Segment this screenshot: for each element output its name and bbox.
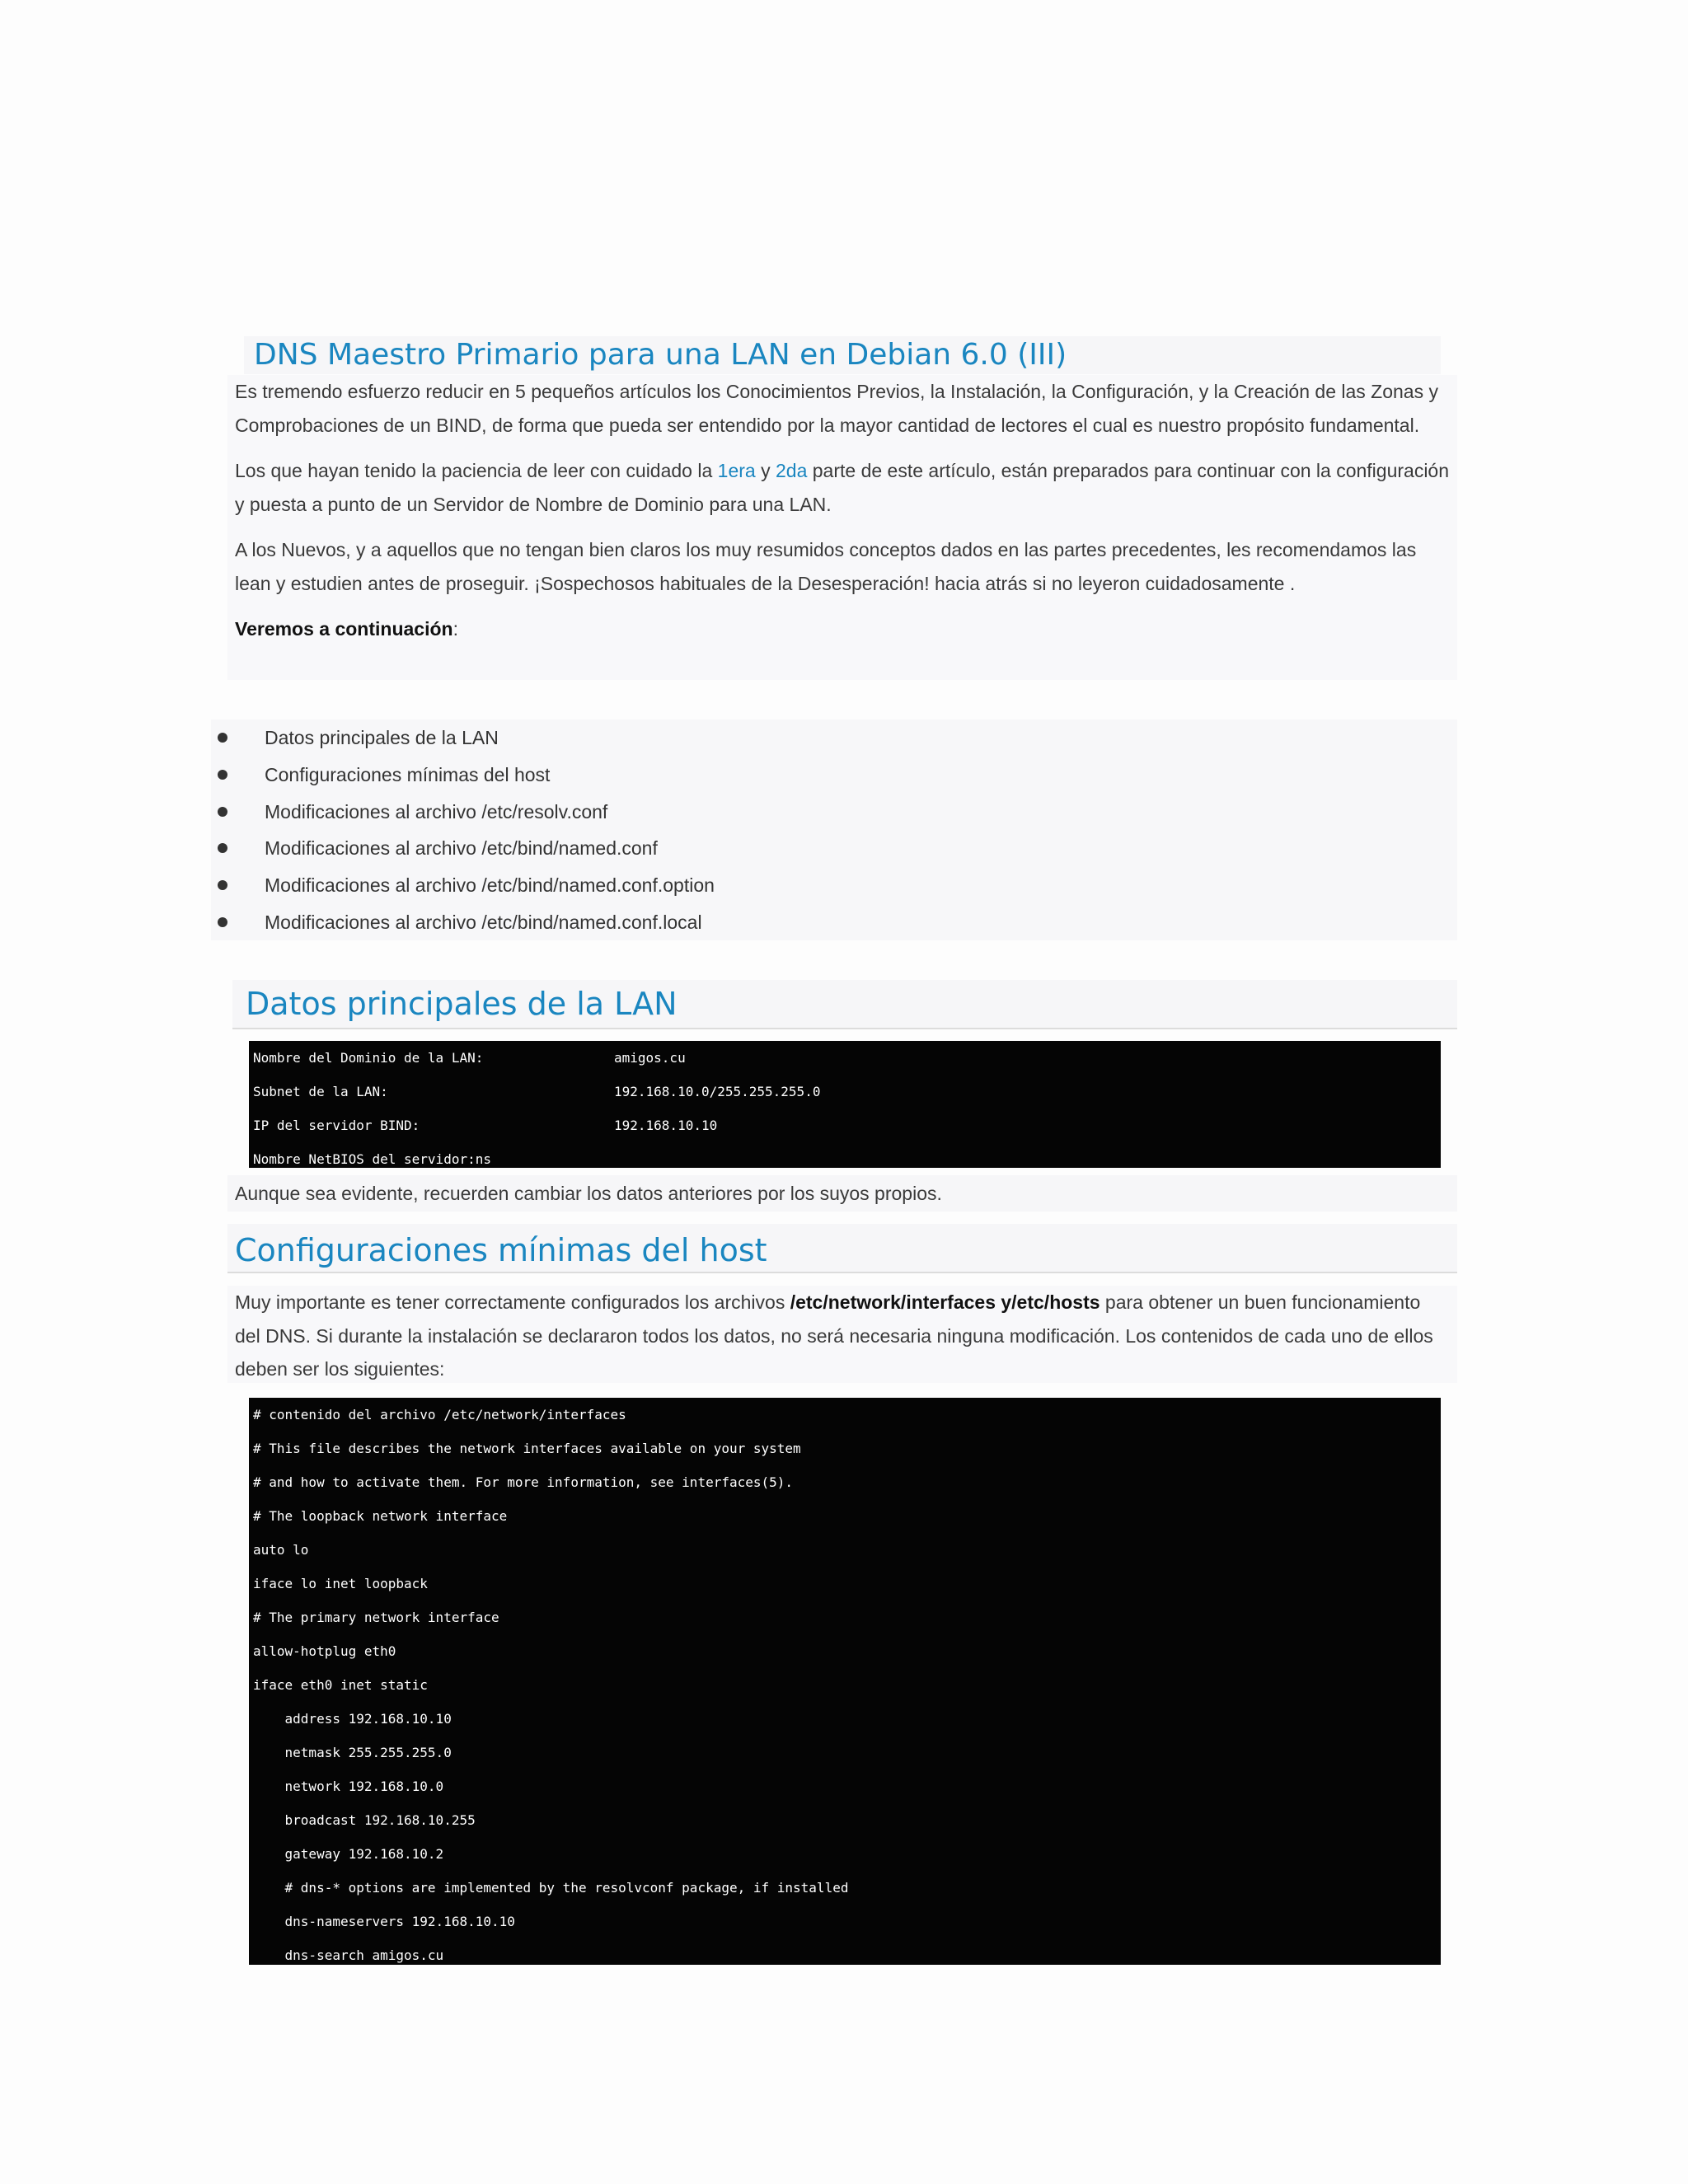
code-line: auto lo: [253, 1542, 309, 1558]
code-line: netmask 255.255.255.0: [253, 1745, 452, 1760]
bullet-icon: [218, 770, 227, 780]
code-line: # This file describes the network interfaces available on your system: [253, 1441, 801, 1456]
list-item: Modificaciones al archivo /etc/bind/named.conf.local: [211, 904, 1457, 941]
lan-note: Aunque sea evidente, recuerden cambiar los datos anteriores por los suyos propios.: [227, 1175, 1457, 1212]
code-line: iface eth0 inet static: [253, 1677, 428, 1693]
interfaces-code-block: [249, 1398, 1441, 1965]
link-part-1[interactable]: 1era: [717, 460, 756, 481]
list-item: Modificaciones al archivo /etc/resolv.conf: [211, 794, 1457, 831]
intro-paragraph-1: Es tremendo esfuerzo reducir en 5 pequeños artículos los Conocimientos Previos, la Instalación, la Configuración, y la Creación de las Zonas y Comprobaciones de un BIND, de forma que pueda ser entendido por la mayor cantidad de lectores el cual es nuestro propósito fundamental.: [235, 381, 1438, 436]
link-part-2[interactable]: 2da: [775, 460, 808, 481]
article-title: DNS Maestro Primario para una LAN en Debian 6.0 (III): [254, 338, 1067, 372]
code-line: broadcast 192.168.10.255: [253, 1812, 476, 1828]
bullet-icon: [218, 733, 227, 743]
code-line: gateway 192.168.10.2: [253, 1846, 444, 1862]
list-item: Modificaciones al archivo /etc/bind/named.conf.option: [211, 867, 1457, 904]
host-section-heading: Configuraciones mínimas del host: [235, 1232, 767, 1268]
list-item: Datos principales de la LAN: [211, 719, 1457, 757]
intro-paragraph-3: A los Nuevos, y a aquellos que no tengan bien claros los muy resumidos conceptos dados en las partes precedentes, les recomendamos las lean y estudien antes de proseguir. ¡Sospechosos habituales de la Desesperación! hacia atrás si no leyeron cuidadosamente .: [235, 539, 1417, 594]
next-topics-label: Veremos a continuación:: [235, 618, 458, 640]
code-line: # The primary network interface: [253, 1610, 499, 1625]
lan-data-row: IP del servidor BIND: 192.168.10.10: [253, 1118, 718, 1133]
code-line: # and how to activate them. For more information, see interfaces(5).: [253, 1474, 794, 1490]
hosts-file-name: /etc/hosts: [1011, 1291, 1100, 1313]
lan-data-row: Nombre NetBIOS del servidor:ns: [253, 1151, 491, 1167]
lan-section-heading: Datos principales de la LAN: [246, 986, 678, 1022]
code-line: dns-nameservers 192.168.10.10: [253, 1914, 515, 1929]
host-section-paragraph: Muy importante es tener correctamente configurados los archivos /etc/network/interfaces y/etc/hosts para obtener un buen funcionamiento del DNS. Si durante la instalación se declararon todos los datos, no será necesaria ninguna modificación. Los contenidos de cada uno de ellos deben ser los siguientes:: [227, 1286, 1457, 1383]
article-title-bar: [244, 336, 1441, 374]
code-line: iface lo inet loopback: [253, 1576, 428, 1591]
lan-data-row: Nombre del Dominio de la LAN: amigos.cu: [253, 1050, 686, 1066]
intro-paragraph-2: Los que hayan tenido la paciencia de leer con cuidado la 1era y 2da parte de este artículo, están preparados para continuar con la configuración y puesta a punto de un Servidor de Nombre de Dominio para una LAN.: [235, 460, 1450, 515]
code-line: # contenido del archivo /etc/network/interfaces: [253, 1407, 626, 1422]
bullet-icon: [218, 843, 227, 853]
intro-section: [227, 375, 1457, 680]
code-line: address 192.168.10.10: [253, 1711, 452, 1727]
code-line: dns-search amigos.cu: [253, 1947, 444, 1963]
code-line: # dns-* options are implemented by the resolvconf package, if installed: [253, 1880, 849, 1896]
lan-section-header: [232, 980, 1457, 1029]
host-section-header: [227, 1224, 1457, 1273]
list-item: Configuraciones mínimas del host: [211, 757, 1457, 794]
bullet-icon: [218, 807, 227, 817]
bullet-icon: [218, 917, 227, 927]
list-item: Modificaciones al archivo /etc/bind/named.conf: [211, 830, 1457, 867]
interfaces-file-name: /etc/network/interfaces: [790, 1291, 996, 1313]
topics-list: [211, 719, 1457, 940]
code-line: allow-hotplug eth0: [253, 1643, 396, 1659]
lan-data-row: Subnet de la LAN: 192.168.10.0/255.255.255.0: [253, 1084, 821, 1099]
code-line: network 192.168.10.0: [253, 1779, 444, 1794]
bullet-icon: [218, 880, 227, 890]
lan-data-block: [249, 1041, 1441, 1168]
code-line: # The loopback network interface: [253, 1508, 508, 1524]
